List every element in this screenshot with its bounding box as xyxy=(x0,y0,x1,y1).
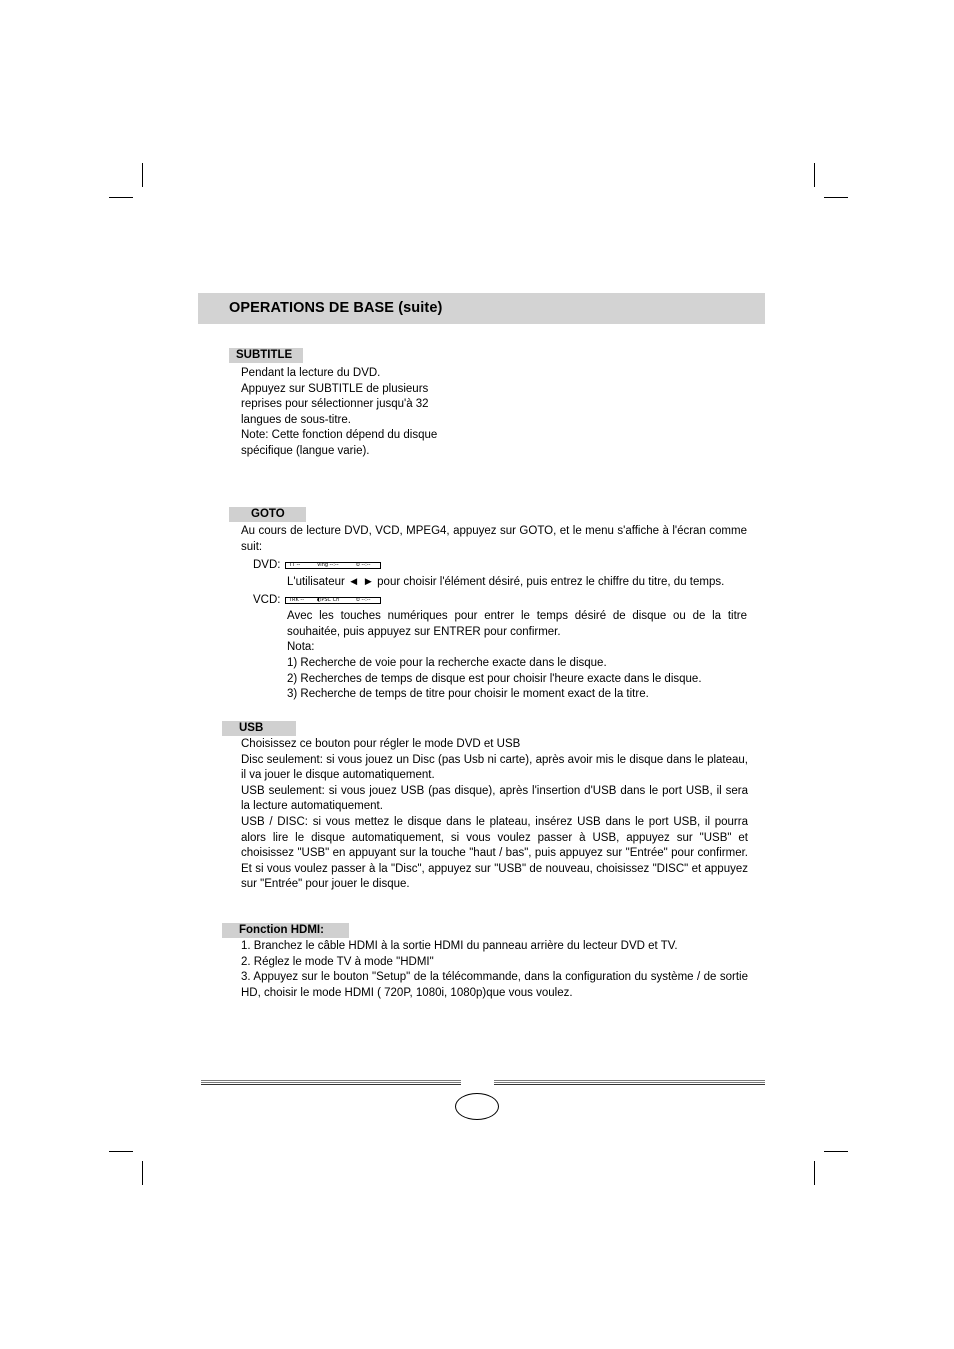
hdmi-step: 2. Réglez le mode TV à mode "HDMI" xyxy=(241,955,434,968)
goto-tag: GOTO xyxy=(229,507,306,522)
goto-vcd-label: VCD: xyxy=(253,594,281,606)
subtitle-line: Pendant la lecture du DVD. xyxy=(241,367,381,379)
goto-note: 3) Recherche de temps de titre pour choisir le moment exact de la titre. xyxy=(287,688,649,701)
footer-rule-right xyxy=(494,1080,765,1087)
usb-paragraph: USB seulement: si vous jouez USB (pas disque), après l'insertion d'USB dans le port USB, il sera la lecture automatiquement. xyxy=(241,784,748,813)
crop-mark xyxy=(142,163,143,187)
page-title: OPERATIONS DE BASE (suite) xyxy=(229,300,443,316)
goto-vcd-text: Avec les touches numériques pour entrer le temps désiré de disque ou de la titre souhaitée, puis appuyez sur ENTRER pour confirmer. xyxy=(287,610,747,638)
goto-intro: Au cours de lecture DVD, VCD, MPEG4, appuyez sur GOTO, et le menu s'affiche à l'écran comme suit: xyxy=(241,525,747,553)
crop-mark xyxy=(109,197,133,198)
crop-mark xyxy=(142,1161,143,1185)
crop-mark xyxy=(814,1161,815,1185)
dvd-osd-title: TT -- xyxy=(289,562,301,568)
subtitle-line: spécifique (langue varie). xyxy=(241,444,370,457)
subtitle-line: reprises pour sélectionner jusqu'à 32 xyxy=(241,398,429,411)
goto-notes xyxy=(287,656,702,703)
crop-mark xyxy=(824,197,848,198)
subtitle-tag: SUBTITLE xyxy=(229,348,303,363)
hdmi-text xyxy=(241,939,748,1001)
crop-mark xyxy=(109,1151,133,1152)
dvd-osd-chapter: Ving --:-- xyxy=(317,562,339,568)
usb-paragraph: USB / DISC: si vous mettez le disque dans le plateau, insérez USB dans le port USB, il pourra alors lire le disque automatiquement, si vous voulez passer à USB, appuyez sur "USB" et choisissez "USB" en appuyant sur la touche "haut / bas", puis appuyez sur "Entrée" pour confirmer. Et si vous voulez passer à la "Disc", appuyez sur "USB" de nouveau, choisissez "DISC" et appuyez sur "Entrée" pour jouer le disque. xyxy=(241,815,748,891)
hdmi-step: 1. Branchez le câble HDMI à la sortie HDMI du panneau arrière du lecteur DVD et TV. xyxy=(241,940,678,952)
usb-text xyxy=(241,737,748,893)
usb-paragraph: Choisissez ce bouton pour régler le mode DVD et USB xyxy=(241,738,521,750)
vcd-osd-track: TRK -- xyxy=(289,597,305,603)
subtitle-text xyxy=(241,366,437,460)
footer-rule-left xyxy=(201,1080,461,1087)
hdmi-step: 3. Appuyez sur le bouton "Setup" de la télécommande, dans la configuration du système / de sortie HD, choisir le mode HDMI ( 720P, 1080i, 1080p)que vous voulez. xyxy=(241,971,748,999)
vcd-osd-bar xyxy=(285,597,381,604)
page-number-oval xyxy=(455,1093,499,1120)
subtitle-line: Note: Cette fonction dépend du disque xyxy=(241,429,438,442)
dvd-osd-bar xyxy=(285,562,381,569)
dvd-osd-time: ⏲ --:-- xyxy=(356,562,371,568)
vcd-osd-psc: ◐PSC Ch xyxy=(317,597,340,603)
goto-note: 1) Recherche de voie pour la recherche exacte dans le disque. xyxy=(287,657,607,669)
usb-paragraph: Disc seulement: si vous jouez un Disc (pas Usb ni carte), après avoir mis le disque dans le plateau, il va jouer le disque automatiquement. xyxy=(241,753,748,782)
hdmi-tag: Fonction HDMI: xyxy=(222,923,349,938)
usb-tag: USB xyxy=(222,721,296,736)
section-header xyxy=(198,293,765,324)
crop-mark xyxy=(824,1151,848,1152)
subtitle-line: langues de sous-titre. xyxy=(241,413,351,426)
subtitle-line: Appuyez sur SUBTITLE de plusieurs xyxy=(241,382,429,395)
goto-dvd-text: L'utilisateur ◄ ► pour choisir l'élément désiré, puis entrez le chiffre du titre, du temps. xyxy=(287,576,725,588)
goto-nota: Nota: xyxy=(287,641,315,653)
vcd-osd-time: ⏲ --:-- xyxy=(356,597,371,603)
goto-note: 2) Recherches de temps de disque est pour choisir l'heure exacte dans le disque. xyxy=(287,672,702,685)
goto-dvd-label: DVD: xyxy=(253,559,281,571)
crop-mark xyxy=(814,163,815,187)
